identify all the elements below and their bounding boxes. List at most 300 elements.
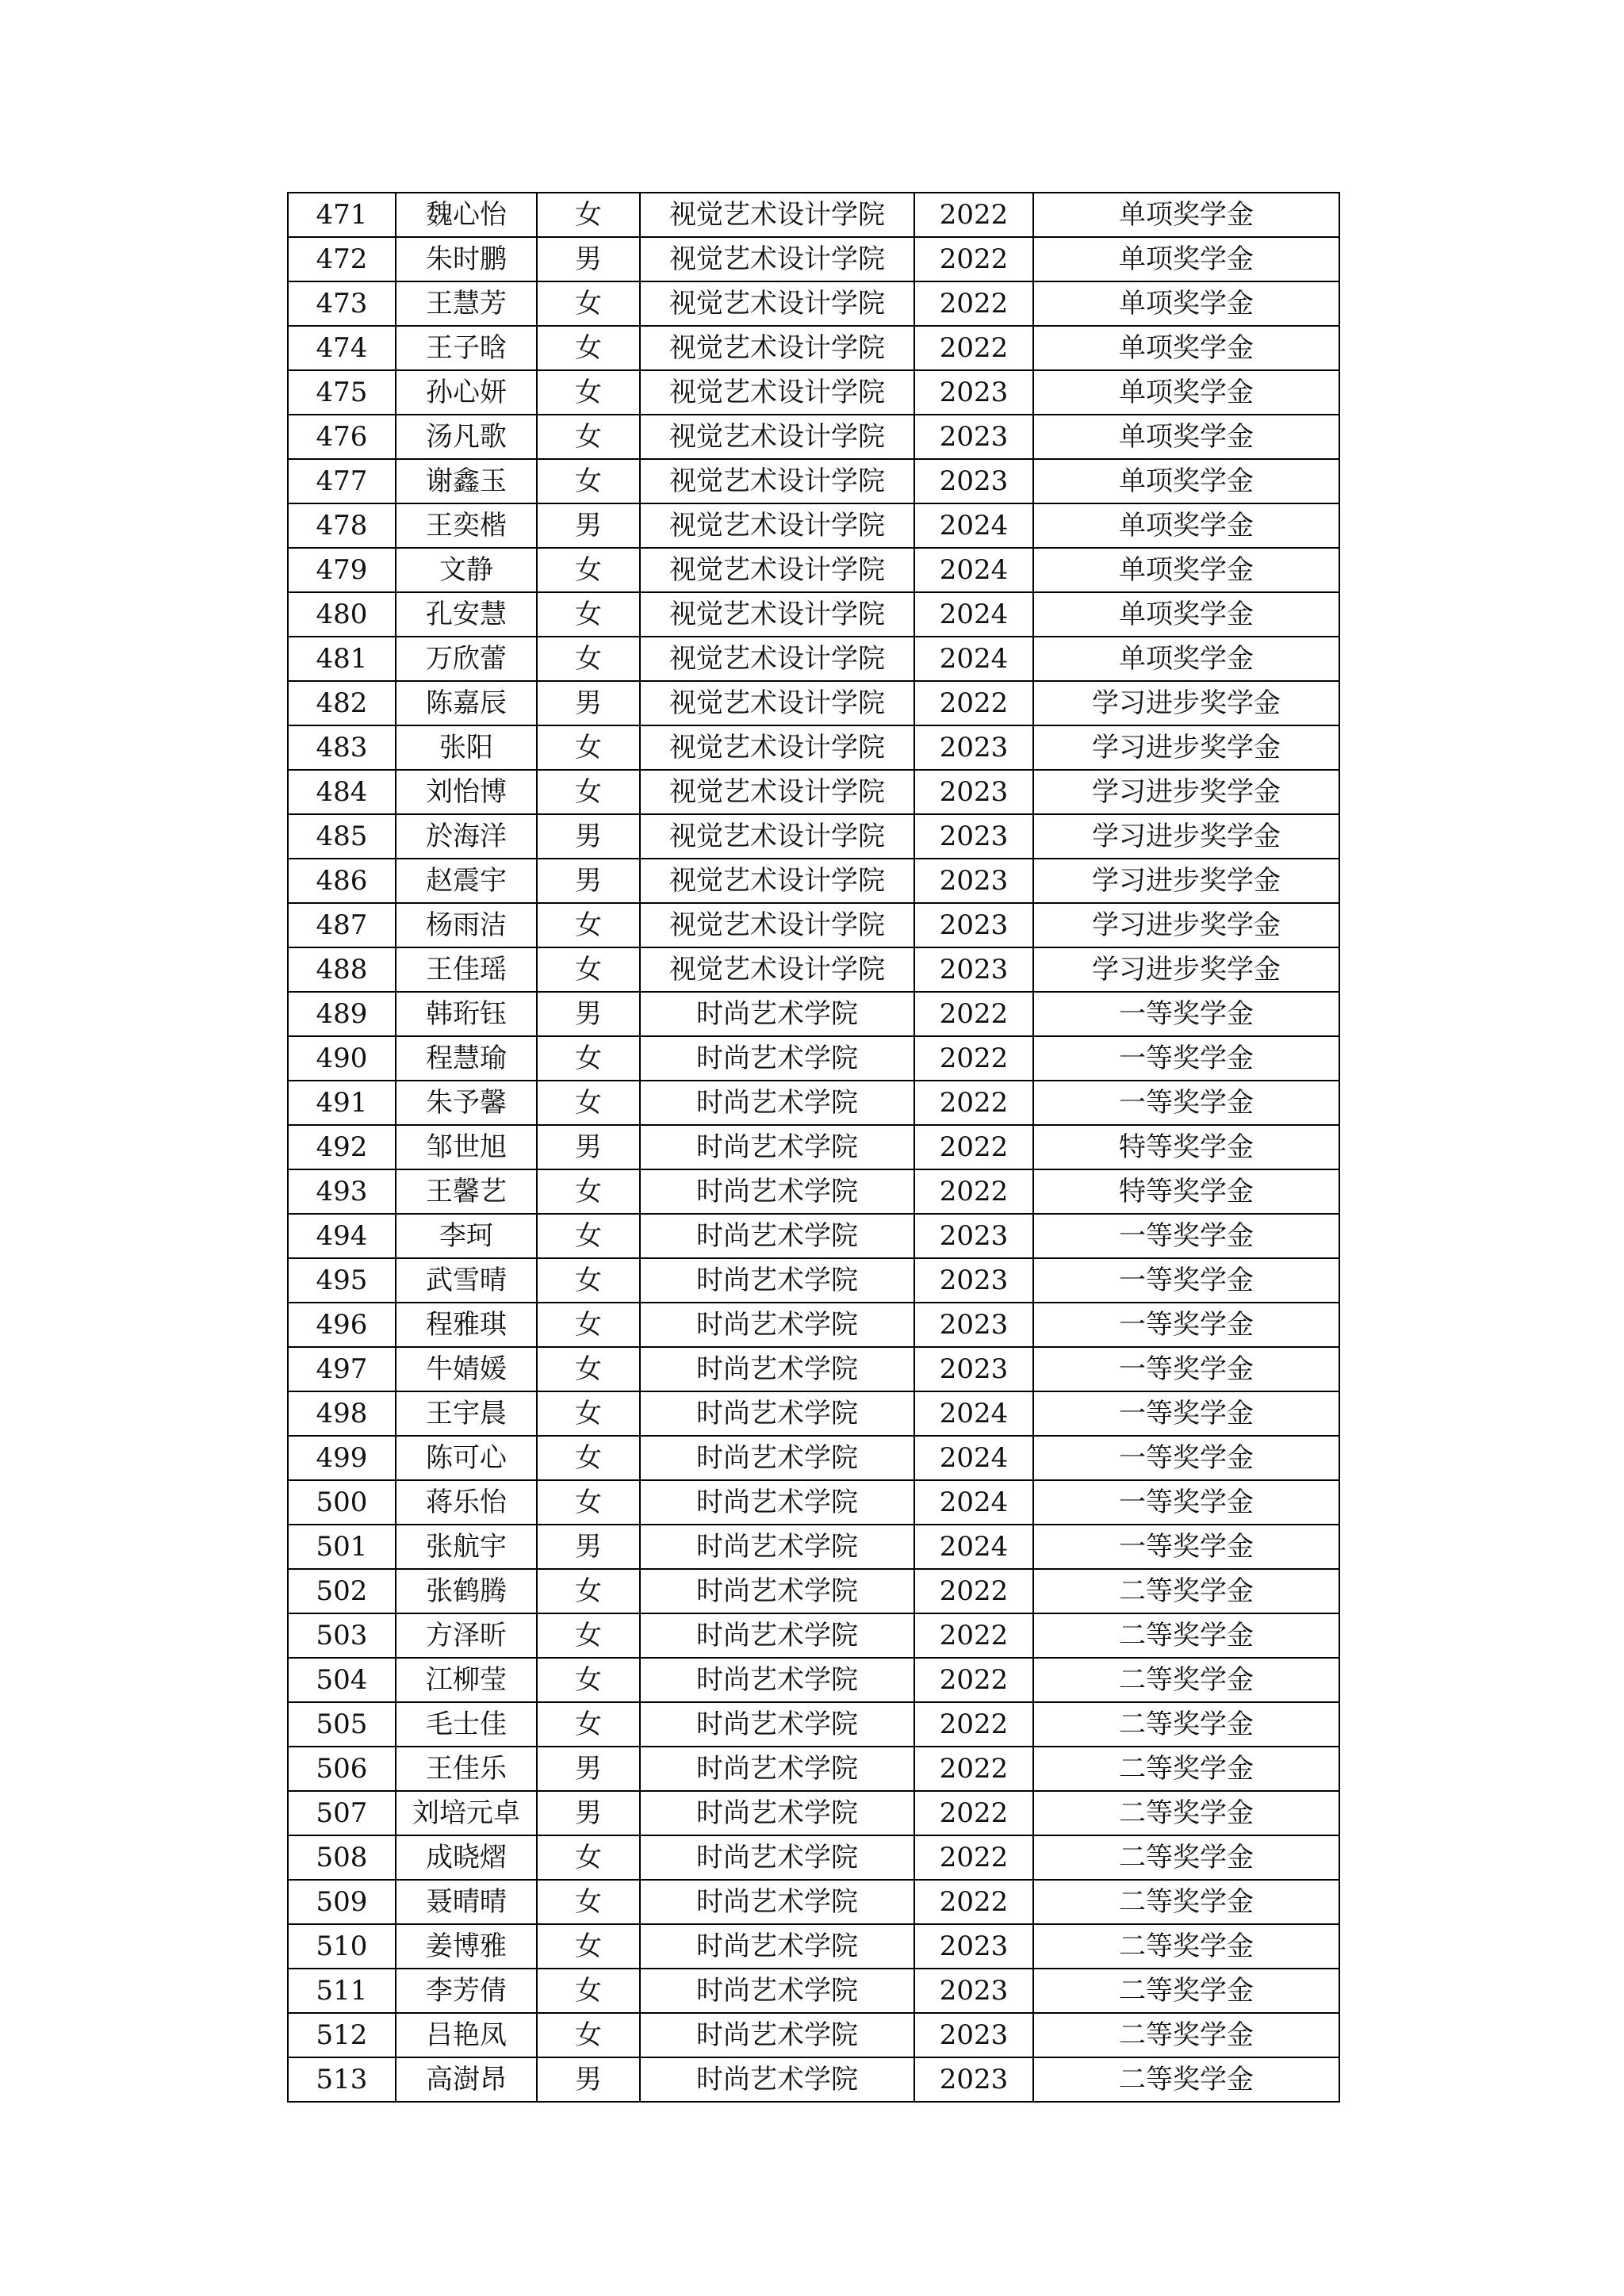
award-type-cell: 单项奖学金 xyxy=(1033,548,1339,592)
table-row xyxy=(288,1969,1339,2013)
college-cell: 视觉艺术设计学院 xyxy=(640,370,914,415)
table-row xyxy=(288,1835,1339,1880)
serial-number-cell: 485 xyxy=(288,814,396,859)
college-cell: 时尚艺术学院 xyxy=(640,1347,914,1391)
table-row xyxy=(288,592,1339,637)
serial-number-cell: 507 xyxy=(288,1791,396,1835)
award-type-cell: 学习进步奖学金 xyxy=(1033,947,1339,992)
student-name-cell: 杨雨洁 xyxy=(396,903,537,947)
table-row xyxy=(288,725,1339,770)
grade-year-cell: 2022 xyxy=(914,1658,1033,1702)
table-row xyxy=(288,459,1339,503)
award-type-cell: 一等奖学金 xyxy=(1033,1303,1339,1347)
grade-year-cell: 2024 xyxy=(914,1480,1033,1525)
grade-year-cell: 2022 xyxy=(914,281,1033,326)
student-name-cell: 程慧瑜 xyxy=(396,1036,537,1081)
award-type-cell: 单项奖学金 xyxy=(1033,459,1339,503)
grade-year-cell: 2024 xyxy=(914,1525,1033,1569)
award-type-cell: 二等奖学金 xyxy=(1033,1835,1339,1880)
college-cell: 时尚艺术学院 xyxy=(640,1880,914,1924)
student-name-cell: 刘怡博 xyxy=(396,770,537,814)
table-row xyxy=(288,2013,1339,2057)
serial-number-cell: 498 xyxy=(288,1391,396,1436)
table-row xyxy=(288,1169,1339,1214)
table-row xyxy=(288,637,1339,681)
gender-cell: 女 xyxy=(537,415,640,459)
college-cell: 时尚艺术学院 xyxy=(640,1658,914,1702)
award-type-cell: 二等奖学金 xyxy=(1033,1569,1339,1613)
serial-number-cell: 475 xyxy=(288,370,396,415)
award-type-cell: 一等奖学金 xyxy=(1033,992,1339,1036)
table-row xyxy=(288,503,1339,548)
gender-cell: 女 xyxy=(537,2013,640,2057)
grade-year-cell: 2023 xyxy=(914,947,1033,992)
student-name-cell: 李珂 xyxy=(396,1214,537,1258)
student-name-cell: 王慧芳 xyxy=(396,281,537,326)
table-row xyxy=(288,370,1339,415)
award-type-cell: 二等奖学金 xyxy=(1033,1969,1339,2013)
student-name-cell: 王馨艺 xyxy=(396,1169,537,1214)
grade-year-cell: 2023 xyxy=(914,415,1033,459)
award-type-cell: 二等奖学金 xyxy=(1033,2057,1339,2102)
college-cell: 视觉艺术设计学院 xyxy=(640,548,914,592)
table-row xyxy=(288,1480,1339,1525)
college-cell: 时尚艺术学院 xyxy=(640,1702,914,1747)
gender-cell: 女 xyxy=(537,1702,640,1747)
award-type-cell: 学习进步奖学金 xyxy=(1033,859,1339,903)
gender-cell: 男 xyxy=(537,237,640,281)
student-name-cell: 孙心妍 xyxy=(396,370,537,415)
table-row xyxy=(288,1303,1339,1347)
grade-year-cell: 2024 xyxy=(914,637,1033,681)
table-row xyxy=(288,415,1339,459)
serial-number-cell: 500 xyxy=(288,1480,396,1525)
award-type-cell: 学习进步奖学金 xyxy=(1033,814,1339,859)
serial-number-cell: 504 xyxy=(288,1658,396,1702)
gender-cell: 男 xyxy=(537,503,640,548)
gender-cell: 女 xyxy=(537,725,640,770)
student-name-cell: 万欣蕾 xyxy=(396,637,537,681)
award-type-cell: 学习进步奖学金 xyxy=(1033,725,1339,770)
gender-cell: 女 xyxy=(537,370,640,415)
award-type-cell: 单项奖学金 xyxy=(1033,326,1339,370)
grade-year-cell: 2023 xyxy=(914,1258,1033,1303)
student-name-cell: 孔安慧 xyxy=(396,592,537,637)
serial-number-cell: 496 xyxy=(288,1303,396,1347)
grade-year-cell: 2023 xyxy=(914,1969,1033,2013)
table-row xyxy=(288,1525,1339,1569)
gender-cell: 男 xyxy=(537,1125,640,1169)
college-cell: 时尚艺术学院 xyxy=(640,1525,914,1569)
gender-cell: 女 xyxy=(537,592,640,637)
serial-number-cell: 513 xyxy=(288,2057,396,2102)
grade-year-cell: 2023 xyxy=(914,459,1033,503)
serial-number-cell: 479 xyxy=(288,548,396,592)
college-cell: 视觉艺术设计学院 xyxy=(640,770,914,814)
college-cell: 视觉艺术设计学院 xyxy=(640,237,914,281)
grade-year-cell: 2022 xyxy=(914,1702,1033,1747)
table-row xyxy=(288,1924,1339,1969)
serial-number-cell: 505 xyxy=(288,1702,396,1747)
student-name-cell: 赵震宇 xyxy=(396,859,537,903)
student-name-cell: 王佳瑶 xyxy=(396,947,537,992)
gender-cell: 女 xyxy=(537,1969,640,2013)
college-cell: 视觉艺术设计学院 xyxy=(640,725,914,770)
grade-year-cell: 2024 xyxy=(914,592,1033,637)
table-row xyxy=(288,770,1339,814)
college-cell: 视觉艺术设计学院 xyxy=(640,903,914,947)
serial-number-cell: 510 xyxy=(288,1924,396,1969)
table-row xyxy=(288,193,1339,237)
serial-number-cell: 497 xyxy=(288,1347,396,1391)
gender-cell: 女 xyxy=(537,637,640,681)
award-type-cell: 一等奖学金 xyxy=(1033,1480,1339,1525)
award-type-cell: 学习进步奖学金 xyxy=(1033,903,1339,947)
serial-number-cell: 503 xyxy=(288,1613,396,1658)
grade-year-cell: 2023 xyxy=(914,1214,1033,1258)
award-type-cell: 二等奖学金 xyxy=(1033,1880,1339,1924)
student-name-cell: 王佳乐 xyxy=(396,1747,537,1791)
student-name-cell: 汤凡歌 xyxy=(396,415,537,459)
award-type-cell: 单项奖学金 xyxy=(1033,637,1339,681)
student-name-cell: 邹世旭 xyxy=(396,1125,537,1169)
grade-year-cell: 2023 xyxy=(914,725,1033,770)
gender-cell: 女 xyxy=(537,193,640,237)
gender-cell: 女 xyxy=(537,1436,640,1480)
college-cell: 时尚艺术学院 xyxy=(640,1125,914,1169)
serial-number-cell: 474 xyxy=(288,326,396,370)
gender-cell: 女 xyxy=(537,1480,640,1525)
gender-cell: 男 xyxy=(537,1525,640,1569)
table-row xyxy=(288,1613,1339,1658)
award-type-cell: 一等奖学金 xyxy=(1033,1347,1339,1391)
college-cell: 视觉艺术设计学院 xyxy=(640,637,914,681)
college-cell: 时尚艺术学院 xyxy=(640,2057,914,2102)
award-type-cell: 单项奖学金 xyxy=(1033,415,1339,459)
serial-number-cell: 512 xyxy=(288,2013,396,2057)
table-row xyxy=(288,2057,1339,2102)
gender-cell: 女 xyxy=(537,1569,640,1613)
award-type-cell: 一等奖学金 xyxy=(1033,1436,1339,1480)
serial-number-cell: 508 xyxy=(288,1835,396,1880)
serial-number-cell: 478 xyxy=(288,503,396,548)
award-type-cell: 一等奖学金 xyxy=(1033,1214,1339,1258)
college-cell: 时尚艺术学院 xyxy=(640,1169,914,1214)
table-row xyxy=(288,903,1339,947)
serial-number-cell: 482 xyxy=(288,681,396,725)
award-type-cell: 单项奖学金 xyxy=(1033,592,1339,637)
gender-cell: 男 xyxy=(537,859,640,903)
gender-cell: 女 xyxy=(537,1214,640,1258)
award-type-cell: 学习进步奖学金 xyxy=(1033,681,1339,725)
serial-number-cell: 494 xyxy=(288,1214,396,1258)
serial-number-cell: 484 xyxy=(288,770,396,814)
award-type-cell: 二等奖学金 xyxy=(1033,2013,1339,2057)
grade-year-cell: 2022 xyxy=(914,1613,1033,1658)
college-cell: 时尚艺术学院 xyxy=(640,1791,914,1835)
serial-number-cell: 491 xyxy=(288,1081,396,1125)
table-row xyxy=(288,1791,1339,1835)
grade-year-cell: 2022 xyxy=(914,1036,1033,1081)
award-type-cell: 一等奖学金 xyxy=(1033,1081,1339,1125)
grade-year-cell: 2022 xyxy=(914,1125,1033,1169)
grade-year-cell: 2023 xyxy=(914,1924,1033,1969)
college-cell: 时尚艺术学院 xyxy=(640,1214,914,1258)
gender-cell: 女 xyxy=(537,1081,640,1125)
serial-number-cell: 480 xyxy=(288,592,396,637)
table-row xyxy=(288,859,1339,903)
grade-year-cell: 2022 xyxy=(914,326,1033,370)
college-cell: 时尚艺术学院 xyxy=(640,1613,914,1658)
gender-cell: 女 xyxy=(537,770,640,814)
gender-cell: 女 xyxy=(537,1391,640,1436)
gender-cell: 女 xyxy=(537,548,640,592)
grade-year-cell: 2022 xyxy=(914,1569,1033,1613)
table-row xyxy=(288,326,1339,370)
college-cell: 视觉艺术设计学院 xyxy=(640,415,914,459)
table-row xyxy=(288,1747,1339,1791)
table-row xyxy=(288,1125,1339,1169)
serial-number-cell: 501 xyxy=(288,1525,396,1569)
student-name-cell: 武雪晴 xyxy=(396,1258,537,1303)
table-row xyxy=(288,1702,1339,1747)
student-name-cell: 蒋乐怡 xyxy=(396,1480,537,1525)
college-cell: 视觉艺术设计学院 xyxy=(640,814,914,859)
student-name-cell: 高澍昂 xyxy=(396,2057,537,2102)
table-row xyxy=(288,548,1339,592)
grade-year-cell: 2023 xyxy=(914,2013,1033,2057)
student-name-cell: 张航宇 xyxy=(396,1525,537,1569)
award-type-cell: 二等奖学金 xyxy=(1033,1747,1339,1791)
grade-year-cell: 2023 xyxy=(914,859,1033,903)
student-name-cell: 方泽昕 xyxy=(396,1613,537,1658)
serial-number-cell: 481 xyxy=(288,637,396,681)
student-name-cell: 王子晗 xyxy=(396,326,537,370)
serial-number-cell: 483 xyxy=(288,725,396,770)
grade-year-cell: 2022 xyxy=(914,1169,1033,1214)
scholarship-table xyxy=(287,192,1340,2103)
student-name-cell: 李芳倩 xyxy=(396,1969,537,2013)
award-type-cell: 单项奖学金 xyxy=(1033,237,1339,281)
college-cell: 时尚艺术学院 xyxy=(640,2013,914,2057)
award-type-cell: 特等奖学金 xyxy=(1033,1169,1339,1214)
serial-number-cell: 502 xyxy=(288,1569,396,1613)
gender-cell: 男 xyxy=(537,2057,640,2102)
gender-cell: 女 xyxy=(537,947,640,992)
serial-number-cell: 493 xyxy=(288,1169,396,1214)
grade-year-cell: 2022 xyxy=(914,1081,1033,1125)
student-name-cell: 於海洋 xyxy=(396,814,537,859)
college-cell: 视觉艺术设计学院 xyxy=(640,859,914,903)
table-row xyxy=(288,1569,1339,1613)
gender-cell: 女 xyxy=(537,1169,640,1214)
gender-cell: 女 xyxy=(537,1924,640,1969)
gender-cell: 女 xyxy=(537,1258,640,1303)
gender-cell: 男 xyxy=(537,1747,640,1791)
award-type-cell: 一等奖学金 xyxy=(1033,1258,1339,1303)
table-row xyxy=(288,1347,1339,1391)
college-cell: 视觉艺术设计学院 xyxy=(640,681,914,725)
serial-number-cell: 499 xyxy=(288,1436,396,1480)
grade-year-cell: 2022 xyxy=(914,1880,1033,1924)
award-type-cell: 单项奖学金 xyxy=(1033,503,1339,548)
table-row xyxy=(288,992,1339,1036)
student-name-cell: 陈嘉辰 xyxy=(396,681,537,725)
student-name-cell: 谢鑫玉 xyxy=(396,459,537,503)
college-cell: 时尚艺术学院 xyxy=(640,1569,914,1613)
gender-cell: 女 xyxy=(537,1613,640,1658)
table-row xyxy=(288,281,1339,326)
college-cell: 视觉艺术设计学院 xyxy=(640,459,914,503)
student-name-cell: 朱予馨 xyxy=(396,1081,537,1125)
gender-cell: 女 xyxy=(537,1303,640,1347)
gender-cell: 男 xyxy=(537,814,640,859)
grade-year-cell: 2022 xyxy=(914,1747,1033,1791)
student-name-cell: 姜博雅 xyxy=(396,1924,537,1969)
gender-cell: 女 xyxy=(537,326,640,370)
grade-year-cell: 2022 xyxy=(914,193,1033,237)
serial-number-cell: 486 xyxy=(288,859,396,903)
gender-cell: 女 xyxy=(537,903,640,947)
table-row xyxy=(288,1880,1339,1924)
student-name-cell: 王宇晨 xyxy=(396,1391,537,1436)
award-type-cell: 一等奖学金 xyxy=(1033,1036,1339,1081)
table-row xyxy=(288,947,1339,992)
college-cell: 时尚艺术学院 xyxy=(640,1258,914,1303)
grade-year-cell: 2023 xyxy=(914,903,1033,947)
college-cell: 时尚艺术学院 xyxy=(640,1436,914,1480)
serial-number-cell: 488 xyxy=(288,947,396,992)
serial-number-cell: 489 xyxy=(288,992,396,1036)
student-name-cell: 韩珩钰 xyxy=(396,992,537,1036)
table-row xyxy=(288,1258,1339,1303)
table-row xyxy=(288,237,1339,281)
college-cell: 时尚艺术学院 xyxy=(640,1747,914,1791)
grade-year-cell: 2022 xyxy=(914,992,1033,1036)
college-cell: 时尚艺术学院 xyxy=(640,1480,914,1525)
gender-cell: 男 xyxy=(537,681,640,725)
serial-number-cell: 472 xyxy=(288,237,396,281)
grade-year-cell: 2022 xyxy=(914,1791,1033,1835)
serial-number-cell: 492 xyxy=(288,1125,396,1169)
college-cell: 视觉艺术设计学院 xyxy=(640,193,914,237)
student-name-cell: 魏心怡 xyxy=(396,193,537,237)
student-name-cell: 刘培元卓 xyxy=(396,1791,537,1835)
gender-cell: 女 xyxy=(537,1835,640,1880)
gender-cell: 男 xyxy=(537,992,640,1036)
college-cell: 视觉艺术设计学院 xyxy=(640,592,914,637)
table-row xyxy=(288,1036,1339,1081)
award-type-cell: 二等奖学金 xyxy=(1033,1613,1339,1658)
award-type-cell: 二等奖学金 xyxy=(1033,1702,1339,1747)
table-row xyxy=(288,1436,1339,1480)
grade-year-cell: 2022 xyxy=(914,1835,1033,1880)
award-type-cell: 二等奖学金 xyxy=(1033,1791,1339,1835)
award-type-cell: 单项奖学金 xyxy=(1033,193,1339,237)
award-type-cell: 二等奖学金 xyxy=(1033,1924,1339,1969)
serial-number-cell: 473 xyxy=(288,281,396,326)
grade-year-cell: 2022 xyxy=(914,681,1033,725)
table-row xyxy=(288,814,1339,859)
award-type-cell: 单项奖学金 xyxy=(1033,370,1339,415)
gender-cell: 女 xyxy=(537,1658,640,1702)
student-name-cell: 毛士佳 xyxy=(396,1702,537,1747)
award-type-cell: 学习进步奖学金 xyxy=(1033,770,1339,814)
student-name-cell: 张阳 xyxy=(396,725,537,770)
grade-year-cell: 2022 xyxy=(914,237,1033,281)
college-cell: 时尚艺术学院 xyxy=(640,1969,914,2013)
student-name-cell: 文静 xyxy=(396,548,537,592)
serial-number-cell: 476 xyxy=(288,415,396,459)
grade-year-cell: 2023 xyxy=(914,1303,1033,1347)
student-name-cell: 吕艳凤 xyxy=(396,2013,537,2057)
gender-cell: 女 xyxy=(537,281,640,326)
grade-year-cell: 2024 xyxy=(914,503,1033,548)
college-cell: 视觉艺术设计学院 xyxy=(640,281,914,326)
gender-cell: 女 xyxy=(537,1036,640,1081)
grade-year-cell: 2023 xyxy=(914,1347,1033,1391)
college-cell: 时尚艺术学院 xyxy=(640,1924,914,1969)
student-name-cell: 成晓熠 xyxy=(396,1835,537,1880)
award-type-cell: 二等奖学金 xyxy=(1033,1658,1339,1702)
college-cell: 时尚艺术学院 xyxy=(640,1036,914,1081)
grade-year-cell: 2023 xyxy=(914,770,1033,814)
college-cell: 时尚艺术学院 xyxy=(640,1303,914,1347)
student-name-cell: 聂晴晴 xyxy=(396,1880,537,1924)
table-row xyxy=(288,1214,1339,1258)
table-body xyxy=(288,193,1339,2102)
serial-number-cell: 506 xyxy=(288,1747,396,1791)
student-name-cell: 程雅琪 xyxy=(396,1303,537,1347)
serial-number-cell: 471 xyxy=(288,193,396,237)
serial-number-cell: 487 xyxy=(288,903,396,947)
student-name-cell: 王奕楷 xyxy=(396,503,537,548)
grade-year-cell: 2024 xyxy=(914,1391,1033,1436)
table-row xyxy=(288,1658,1339,1702)
serial-number-cell: 509 xyxy=(288,1880,396,1924)
award-type-cell: 一等奖学金 xyxy=(1033,1391,1339,1436)
grade-year-cell: 2024 xyxy=(914,548,1033,592)
gender-cell: 女 xyxy=(537,1347,640,1391)
student-name-cell: 陈可心 xyxy=(396,1436,537,1480)
student-name-cell: 朱时鹏 xyxy=(396,237,537,281)
table-row xyxy=(288,1081,1339,1125)
serial-number-cell: 511 xyxy=(288,1969,396,2013)
award-type-cell: 特等奖学金 xyxy=(1033,1125,1339,1169)
college-cell: 视觉艺术设计学院 xyxy=(640,326,914,370)
table-row xyxy=(288,1391,1339,1436)
college-cell: 时尚艺术学院 xyxy=(640,1391,914,1436)
serial-number-cell: 495 xyxy=(288,1258,396,1303)
gender-cell: 女 xyxy=(537,1880,640,1924)
grade-year-cell: 2023 xyxy=(914,370,1033,415)
serial-number-cell: 477 xyxy=(288,459,396,503)
gender-cell: 女 xyxy=(537,459,640,503)
serial-number-cell: 490 xyxy=(288,1036,396,1081)
table-row xyxy=(288,681,1339,725)
student-name-cell: 江柳莹 xyxy=(396,1658,537,1702)
award-type-cell: 单项奖学金 xyxy=(1033,281,1339,326)
grade-year-cell: 2024 xyxy=(914,1436,1033,1480)
college-cell: 时尚艺术学院 xyxy=(640,1835,914,1880)
grade-year-cell: 2023 xyxy=(914,2057,1033,2102)
student-name-cell: 张鹤腾 xyxy=(396,1569,537,1613)
gender-cell: 男 xyxy=(537,1791,640,1835)
college-cell: 视觉艺术设计学院 xyxy=(640,947,914,992)
student-name-cell: 牛婧媛 xyxy=(396,1347,537,1391)
award-type-cell: 一等奖学金 xyxy=(1033,1525,1339,1569)
college-cell: 视觉艺术设计学院 xyxy=(640,503,914,548)
